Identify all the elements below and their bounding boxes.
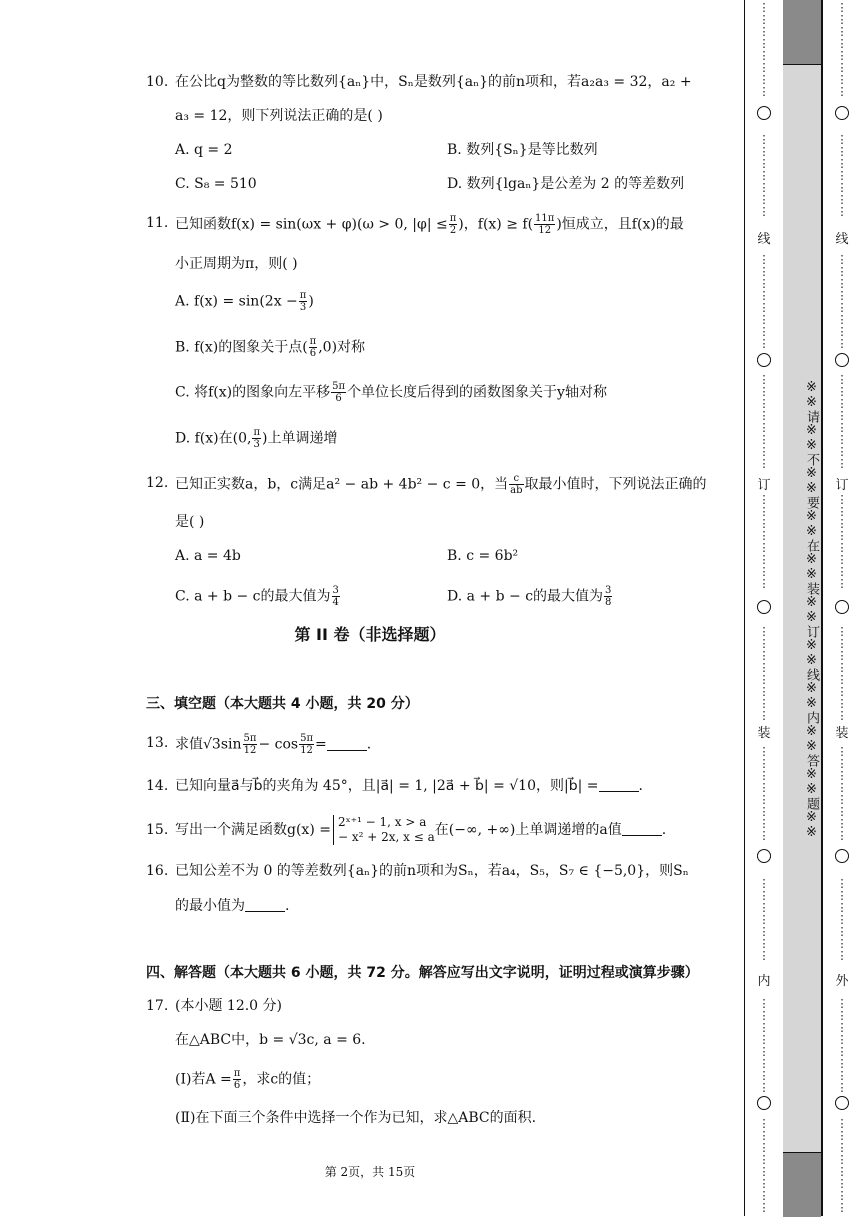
q15-number: 15. [146, 822, 169, 838]
binding-dot: ⋮ [836, 625, 848, 638]
binding-label-zhuang-outer: 装 [835, 726, 849, 741]
binding-dot: ⋮ [836, 193, 848, 206]
fraction-numerator: π [253, 427, 261, 438]
section4-heading: 四、解答题（本大题共 6 小题，共 72 分。解答应写出文字说明，证明过程或演算步骤） [146, 965, 699, 981]
q10-option-c: C. S₈ = 510 [175, 176, 257, 192]
binding-dot: ⋮ [758, 253, 770, 266]
q12-option-d [447, 585, 613, 608]
piecewise-case1: 2ˣ⁺¹ − 1, x > a [337, 815, 427, 829]
q16-stem-line1: 已知公差不为 0 的等差数列{aₙ}的前n项和为Sₙ，若a₄，S₅，S₇ ∈ {−5,0}，则Sₙ [175, 863, 689, 879]
q11-stem-line1 [175, 213, 684, 236]
answer-blank[interactable] [622, 821, 662, 836]
binding-dot: ⋮ [836, 325, 848, 338]
binding-dot: ⋮ [836, 337, 848, 350]
q12-stem-part1: 已知正实数a，b，c满足a² − ab + 4b² − c = 0，当 [175, 476, 509, 493]
q12-stem-line1 [175, 473, 707, 496]
q12-stem-line2: 是( ) [175, 514, 205, 530]
q17-part2: (Ⅱ)在下面三个条件中选择一个作为已知，求△ABC的面积. [175, 1110, 537, 1126]
binding-dot: ⋮ [758, 205, 770, 218]
binding-dot: ⋮ [758, 1069, 770, 1082]
binding-dot: ⋮ [758, 769, 770, 782]
binding-dot: ⋮ [758, 745, 770, 758]
part2-title: 第 II 卷（非选择题） [294, 625, 446, 644]
binding-dot: ⋮ [758, 85, 770, 98]
binding-dot: ⋮ [758, 145, 770, 158]
binding-dot: ⋮ [758, 1081, 770, 1094]
binding-dot: ⋮ [758, 1189, 770, 1202]
binding-dot: ⋮ [836, 73, 848, 86]
binding-hole-icon [835, 849, 849, 863]
binding-dot: ⋮ [758, 673, 770, 686]
q15-stem [175, 812, 666, 848]
binding-dot: ⋮ [758, 193, 770, 206]
binding-dot: ⋮ [836, 673, 848, 686]
q10-option-d: D. 数列{lgaₙ}是公差为 2 的等差数列 [447, 176, 685, 192]
fraction-numerator: 3 [605, 585, 612, 596]
fraction [299, 290, 308, 313]
binding-label-xian-inner: 线 [757, 232, 771, 247]
q11-option-a [175, 290, 314, 313]
binding-dot: ⋮ [836, 685, 848, 698]
q13-stem [175, 733, 371, 756]
q11-option-d [175, 427, 338, 450]
binding-dot: ⋮ [758, 949, 770, 962]
binding-dot: ⋮ [836, 157, 848, 170]
q11-stem-part3: )恒成立，且f(x)的最 [556, 216, 684, 233]
binding-dot: ⋮ [836, 85, 848, 98]
binding-dot: ⋮ [836, 829, 848, 842]
binding-dot: ⋮ [836, 493, 848, 506]
binding-dot: ⋮ [836, 37, 848, 50]
binding-dot: ⋮ [836, 697, 848, 710]
binding-dot: ⋮ [836, 925, 848, 938]
fraction-numerator: π [233, 1068, 241, 1079]
binding-dot: ⋮ [758, 49, 770, 62]
q12-option-c [175, 585, 341, 608]
binding-dot: ⋮ [836, 1129, 848, 1142]
binding-dot: ⋮ [836, 661, 848, 674]
binding-dot: ⋮ [836, 637, 848, 650]
fraction [331, 381, 346, 404]
binding-dot: ⋮ [758, 133, 770, 146]
fraction-numerator: 11π [535, 213, 555, 224]
page-footer: 第 2页，共 15页 [324, 1165, 416, 1179]
binding-dot: ⋮ [758, 697, 770, 710]
fraction-denominator: 6 [335, 393, 342, 404]
binding-dot: ⋮ [836, 457, 848, 470]
binding-dot: ⋮ [836, 517, 848, 530]
fraction [309, 336, 318, 359]
fraction-denominator: 12 [538, 225, 552, 236]
fraction [332, 585, 340, 608]
binding-dot: ⋮ [758, 169, 770, 182]
binding-dot: ⋮ [836, 145, 848, 158]
binding-hole-icon [757, 600, 771, 614]
q11-option-c-text: C. 将f(x)的图象向左平移 [175, 384, 331, 401]
fraction [449, 213, 458, 236]
section3-heading: 三、填空题（本大题共 4 小题，共 20 分） [146, 696, 419, 712]
binding-hole-icon [835, 106, 849, 120]
fraction [243, 733, 258, 756]
binding-dot: ⋮ [758, 409, 770, 422]
q12-option-a: A. a = 4b [175, 548, 241, 564]
binding-hole-icon [835, 353, 849, 367]
binding-dot: ⋮ [836, 13, 848, 26]
q15-part2: 在(−∞, +∞)上单调递增的a值 [434, 822, 622, 838]
q11-option-d-tail: )上单调递增 [262, 430, 338, 447]
binding-label-ding-inner: 订 [757, 478, 771, 493]
binding-dot: ⋮ [836, 49, 848, 62]
binding-dot: ⋮ [758, 1033, 770, 1046]
binding-dot: ⋮ [836, 25, 848, 38]
fraction-denominator: 8 [605, 597, 612, 608]
binding-dot: ⋮ [836, 61, 848, 74]
fraction-numerator: c [509, 473, 523, 485]
q11-option-d-text: D. f(x)在(0, [175, 430, 252, 447]
binding-dot: ⋮ [836, 805, 848, 818]
binding-dot: ⋮ [758, 685, 770, 698]
binding-dot: ⋮ [836, 1057, 848, 1070]
answer-blank[interactable] [599, 777, 639, 792]
binding-dot: ⋮ [836, 889, 848, 902]
binding-dot: ⋮ [836, 133, 848, 146]
binding-dot: ⋮ [758, 817, 770, 830]
binding-dot: ⋮ [836, 253, 848, 266]
q14-end: . [638, 778, 643, 794]
binding-dot: ⋮ [836, 313, 848, 326]
q13-part3: = [315, 736, 327, 753]
binding-dot: ⋮ [758, 493, 770, 506]
q10-stem-line2: a₃ = 12，则下列说法正确的是( ) [175, 108, 383, 124]
answer-blank[interactable] [245, 897, 285, 912]
binding-dot: ⋮ [836, 577, 848, 590]
q11-stem-part1: 已知函数f(x) = sin(ωx + φ)(ω > 0, |φ| ≤ [175, 216, 448, 233]
binding-dot: ⋮ [836, 1069, 848, 1082]
binding-dot: ⋮ [836, 301, 848, 314]
binding-dot: ⋮ [758, 37, 770, 50]
binding-dot: ⋮ [836, 745, 848, 758]
q13-end: . [366, 736, 372, 753]
binding-dot: ⋮ [836, 433, 848, 446]
binding-dot: ⋮ [836, 1033, 848, 1046]
binding-dot: ⋮ [836, 769, 848, 782]
binding-dot: ⋮ [758, 385, 770, 398]
q12-option-d-text: D. a + b − c的最大值为 [447, 588, 604, 605]
fraction-numerator: π [299, 290, 307, 301]
q16-text: 的最小值为 [175, 898, 245, 914]
binding-dot: ⋮ [836, 1189, 848, 1202]
q14-stem [175, 776, 643, 796]
piecewise-brace [333, 815, 435, 845]
q11-stem-part2: )，f(x) ≥ f( [458, 216, 534, 233]
binding-dot: ⋮ [758, 829, 770, 842]
q17-number: 17. [146, 998, 169, 1014]
q16-stem-line2 [175, 896, 289, 916]
binding-dot: ⋮ [758, 505, 770, 518]
q11-option-b [175, 336, 365, 359]
binding-dot: ⋮ [836, 1081, 848, 1094]
binding-dot: ⋮ [836, 205, 848, 218]
binding-dot: ⋮ [758, 997, 770, 1010]
binding-dot: ⋮ [836, 373, 848, 386]
binding-dot: ⋮ [758, 157, 770, 170]
fraction [509, 473, 523, 496]
q17-score: (本小题 12.0 分) [175, 998, 282, 1014]
fraction-denominator: 12 [300, 745, 313, 756]
binding-dot: ⋮ [758, 1129, 770, 1142]
binding-dot: ⋮ [758, 925, 770, 938]
fraction-numerator: 3 [332, 585, 339, 596]
binding-dot: ⋮ [836, 529, 848, 542]
q17-given: 在△ABC中，b = √3c, a = 6. [175, 1032, 366, 1048]
binding-dot: ⋮ [836, 181, 848, 194]
binding-dot: ⋮ [836, 385, 848, 398]
fraction-denominator: 2 [449, 225, 457, 236]
binding-dot: ⋮ [836, 817, 848, 830]
binding-gray-top [783, 0, 821, 65]
binding-dot: ⋮ [758, 793, 770, 806]
binding-dot: ⋮ [758, 637, 770, 650]
binding-dot: ⋮ [836, 553, 848, 566]
q17-part1-text: (Ⅰ)若A = [175, 1071, 232, 1088]
binding-dot: ⋮ [758, 805, 770, 818]
q12-option-b: B. c = 6b² [447, 548, 519, 564]
q17-part1-tail: ，求c的值； [242, 1071, 321, 1088]
binding-dot: ⋮ [758, 397, 770, 410]
q11-option-b-text: B. f(x)的图象关于点( [175, 339, 308, 356]
binding-dot: ⋮ [836, 757, 848, 770]
binding-dot: ⋮ [836, 565, 848, 578]
q10-number: 10. [146, 74, 169, 90]
binding-dot: ⋮ [836, 1177, 848, 1190]
q11-stem-line2: 小正周期为π，则( ) [175, 256, 298, 272]
q11-number: 11. [146, 215, 169, 231]
binding-dot: ⋮ [758, 301, 770, 314]
binding-dot: ⋮ [758, 1201, 770, 1214]
binding-dot: ⋮ [836, 169, 848, 182]
q12-stem-part2: 取最小值时，下列说法正确的 [524, 476, 707, 493]
binding-dot: ⋮ [758, 1, 770, 14]
binding-label-wai-outer: 外 [835, 974, 849, 989]
binding-dot: ⋮ [836, 1, 848, 14]
binding-dot: ⋮ [836, 1045, 848, 1058]
binding-dot: ⋮ [836, 901, 848, 914]
binding-dot: ⋮ [758, 541, 770, 554]
binding-dot: ⋮ [758, 625, 770, 638]
q13-part2: − cos [258, 736, 299, 753]
binding-dot: ⋮ [758, 325, 770, 338]
binding-dot: ⋮ [758, 661, 770, 674]
binding-dot: ⋮ [836, 505, 848, 518]
binding-dot: ⋮ [758, 1117, 770, 1130]
binding-dot: ⋮ [758, 25, 770, 38]
q11-option-c [175, 381, 607, 404]
binding-dot: ⋮ [758, 913, 770, 926]
binding-dot: ⋮ [758, 553, 770, 566]
binding-dot: ⋮ [836, 445, 848, 458]
binding-dot: ⋮ [836, 541, 848, 554]
binding-dot: ⋮ [836, 1117, 848, 1130]
binding-dot: ⋮ [758, 457, 770, 470]
binding-dot: ⋮ [758, 1009, 770, 1022]
fraction [233, 1068, 242, 1091]
fraction [252, 427, 261, 450]
binding-dot: ⋮ [758, 1153, 770, 1166]
q15-end: . [661, 822, 667, 838]
q13-part1: 求值√3sin [175, 736, 242, 753]
binding-gray-bottom [783, 1152, 821, 1217]
binding-dot: ⋮ [836, 997, 848, 1010]
binding-dot: ⋮ [758, 13, 770, 26]
q10-option-a: A. q = 2 [175, 142, 233, 158]
binding-dot: ⋮ [758, 565, 770, 578]
binding-dot: ⋮ [836, 289, 848, 302]
binding-label-zhuang-inner: 装 [757, 726, 771, 741]
fraction-numerator: π [449, 213, 457, 224]
fraction [604, 585, 612, 608]
fraction-denominator: 3 [299, 302, 307, 313]
fraction-denominator: 12 [243, 745, 257, 756]
binding-dot: ⋮ [758, 937, 770, 950]
binding-dot: ⋮ [758, 1057, 770, 1070]
binding-dot: ⋮ [836, 781, 848, 794]
binding-dot: ⋮ [758, 757, 770, 770]
q13-number: 13. [146, 735, 169, 751]
q16-end: . [285, 898, 290, 914]
q11-option-c-tail: 个单位长度后得到的函数图象关于y轴对称 [347, 384, 607, 401]
binding-dot: ⋮ [758, 577, 770, 590]
binding-dot: ⋮ [836, 1153, 848, 1166]
binding-dot: ⋮ [758, 445, 770, 458]
q12-number: 12. [146, 475, 169, 491]
fraction-numerator: 5π [300, 733, 314, 744]
binding-dot: ⋮ [758, 781, 770, 794]
binding-dot: ⋮ [836, 709, 848, 722]
binding-dot: ⋮ [758, 709, 770, 722]
binding-dot: ⋮ [836, 1141, 848, 1154]
q15-part1: 写出一个满足函数g(x) = [175, 822, 331, 838]
binding-dot: ⋮ [836, 1165, 848, 1178]
binding-dot: ⋮ [836, 877, 848, 890]
answer-blank[interactable] [327, 736, 367, 751]
binding-dot: ⋮ [758, 1165, 770, 1178]
binding-dot: ⋮ [836, 649, 848, 662]
binding-hole-icon [757, 1096, 771, 1110]
binding-warning-text: ※※请※※不※※要※※在※※装※※订※※线※※内※※答※※题※※ [804, 380, 819, 840]
binding-hole-icon [757, 106, 771, 120]
binding-dot: ⋮ [758, 61, 770, 74]
q10-stem-line1: 在公比q为整数的等比数列{aₙ}中，Sₙ是数列{aₙ}的前n项和，若a₂a₃ = 32，a₂ + [175, 74, 692, 90]
fraction-denominator: 6 [233, 1080, 241, 1091]
binding-dot: ⋮ [758, 1177, 770, 1190]
binding-dot: ⋮ [836, 265, 848, 278]
binding-dot: ⋮ [758, 1021, 770, 1034]
binding-dot: ⋮ [836, 937, 848, 950]
binding-dot: ⋮ [758, 289, 770, 302]
q12-option-c-text: C. a + b − c的最大值为 [175, 588, 331, 605]
q10-option-b: B. 数列{Sₙ}是等比数列 [447, 142, 598, 158]
binding-label-ding-outer: 订 [835, 478, 849, 493]
fraction-denominator: ab [510, 485, 523, 496]
q11-option-a-tail: ) [308, 293, 314, 310]
binding-dot: ⋮ [836, 949, 848, 962]
fraction-numerator: π [309, 336, 317, 347]
binding-dot: ⋮ [758, 73, 770, 86]
binding-hole-icon [757, 849, 771, 863]
binding-dot: ⋮ [836, 1021, 848, 1034]
binding-dot: ⋮ [836, 1009, 848, 1022]
fraction-denominator: 3 [253, 439, 260, 450]
binding-dot: ⋮ [758, 877, 770, 890]
binding-dot: ⋮ [836, 397, 848, 410]
binding-dot: ⋮ [758, 277, 770, 290]
binding-dot: ⋮ [758, 181, 770, 194]
q16-number: 16. [146, 863, 169, 879]
piecewise-case2: − x² + 2x, x ≤ a [337, 830, 435, 844]
binding-dot: ⋮ [836, 409, 848, 422]
binding-hole-icon [835, 600, 849, 614]
binding-dot: ⋮ [836, 793, 848, 806]
binding-dot: ⋮ [758, 373, 770, 386]
q14-number: 14. [146, 778, 169, 794]
binding-label-xian-outer: 线 [835, 232, 849, 247]
binding-dot: ⋮ [758, 1045, 770, 1058]
fraction-denominator: 4 [332, 597, 339, 608]
binding-dot: ⋮ [758, 649, 770, 662]
binding-dot: ⋮ [758, 529, 770, 542]
binding-dot: ⋮ [758, 889, 770, 902]
binding-dot: ⋮ [758, 313, 770, 326]
fraction-numerator: 5π [243, 733, 257, 744]
binding-dot: ⋮ [758, 517, 770, 530]
binding-hole-icon [757, 353, 771, 367]
binding-dot: ⋮ [758, 433, 770, 446]
binding-dot: ⋮ [758, 421, 770, 434]
binding-dot: ⋮ [836, 1201, 848, 1214]
fraction [534, 213, 555, 236]
q14-text: 已知向量a⃗与b⃗的夹角为 45°，且|a⃗| = 1, |2a⃗ + b⃗| = √10，则|b⃗| = [175, 778, 599, 794]
binding-hole-icon [835, 1096, 849, 1110]
q11-option-a-text: A. f(x) = sin(2x − [175, 293, 298, 310]
fraction-numerator: 5π [332, 381, 346, 392]
binding-dot: ⋮ [758, 337, 770, 350]
binding-dot: ⋮ [836, 913, 848, 926]
fraction [299, 733, 314, 756]
q17-part1 [175, 1068, 320, 1091]
binding-dot: ⋮ [836, 277, 848, 290]
binding-dot: ⋮ [758, 1141, 770, 1154]
binding-dot: ⋮ [758, 901, 770, 914]
binding-dot: ⋮ [758, 265, 770, 278]
q11-option-b-tail: ,0)对称 [318, 339, 366, 356]
binding-dot: ⋮ [836, 421, 848, 434]
fraction-denominator: 6 [309, 348, 317, 359]
binding-label-nei-inner: 内 [757, 974, 771, 989]
